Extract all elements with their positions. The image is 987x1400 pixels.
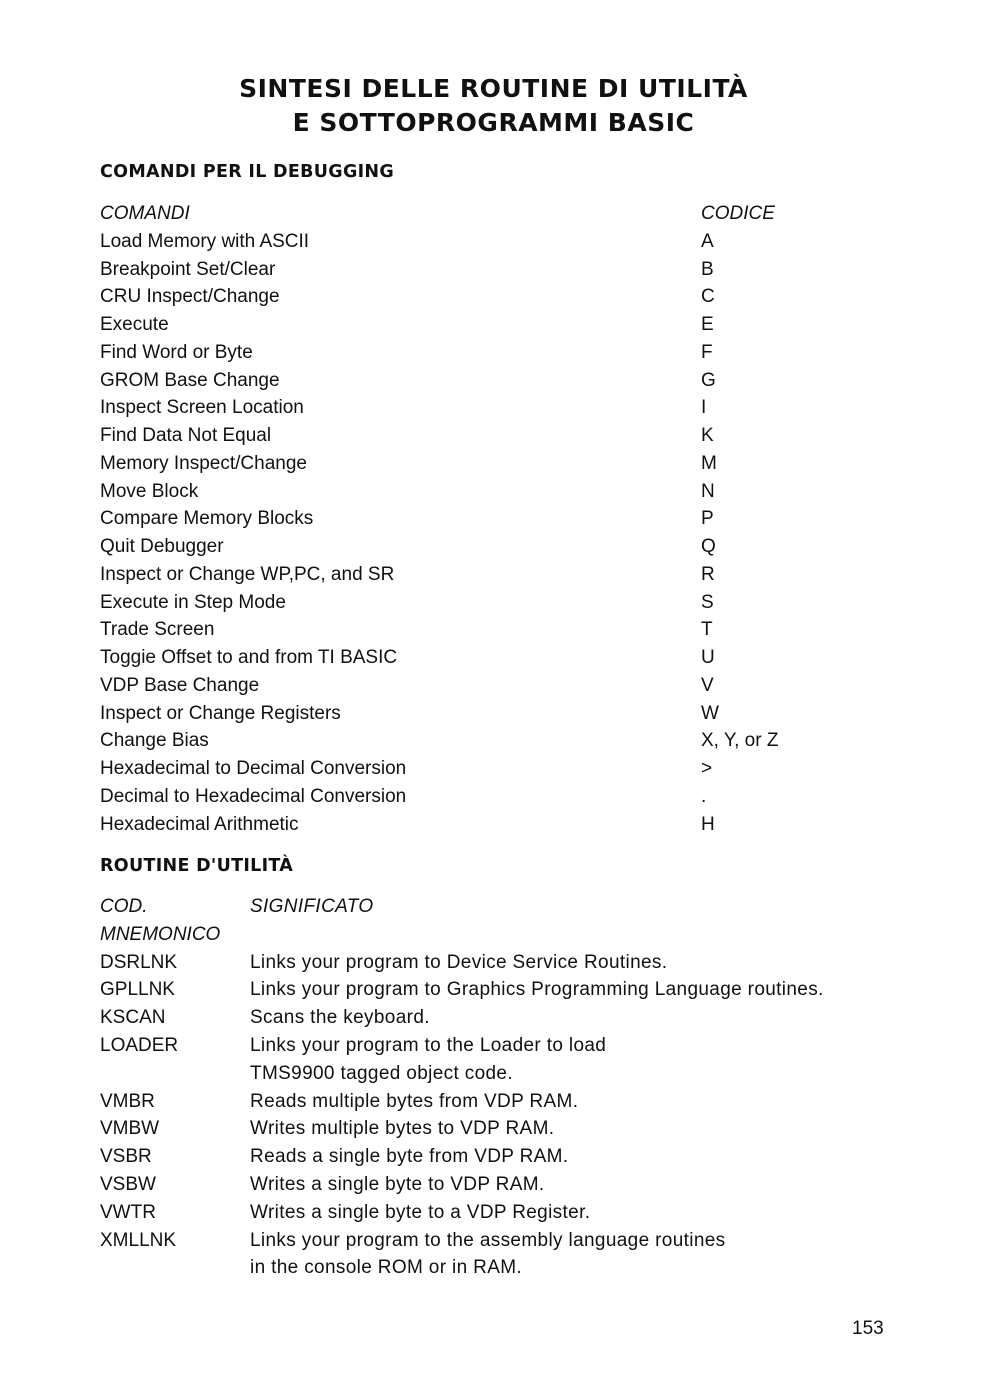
- command-code: H: [701, 813, 715, 835]
- command-code: P: [701, 508, 714, 530]
- routine-meaning: Links your program to Device Service Routines.: [250, 951, 668, 973]
- command-name: Trade Screen: [100, 619, 215, 641]
- command-code: C: [701, 286, 715, 308]
- routine-meaning: TMS9900 tagged object code.: [250, 1062, 513, 1084]
- table-row: [100, 644, 900, 672]
- column-header-mnemonic: MNEMONICO: [100, 923, 221, 945]
- routine-meaning: Reads a single byte from VDP RAM.: [250, 1146, 569, 1168]
- command-name: Quit Debugger: [100, 536, 224, 557]
- command-name: Toggie Offset to and from TI BASIC: [100, 647, 398, 668]
- page-title: [0, 72, 987, 140]
- table-row: [100, 755, 900, 783]
- command-name: CRU Inspect/Change: [100, 286, 280, 308]
- command-name: GROM Base Change: [100, 369, 280, 391]
- routine-mnemonic: DSRLNK: [100, 951, 178, 973]
- column-header-commands: COMANDI: [100, 203, 190, 224]
- utility-routines-table: [100, 893, 920, 1282]
- table-row: [100, 976, 920, 1004]
- utility-routines-heading: ROUTINE D'UTILITÀ: [100, 856, 294, 876]
- routine-meaning: Links your program to the Loader to load: [250, 1034, 607, 1056]
- command-name: Find Data Not Equal: [100, 425, 272, 446]
- table-row: [100, 561, 900, 589]
- command-name: Compare Memory Blocks: [100, 508, 314, 530]
- command-name: Breakpoint Set/Clear: [100, 258, 276, 280]
- command-code: E: [701, 314, 714, 335]
- command-code: I: [701, 397, 707, 419]
- command-name: Find Word or Byte: [100, 341, 253, 363]
- command-code: N: [701, 480, 715, 502]
- table-row: [100, 1060, 920, 1088]
- command-code: >: [701, 758, 713, 779]
- table-row: [100, 1254, 920, 1282]
- table-header-row: [100, 893, 920, 921]
- table-row: [100, 616, 900, 644]
- table-row: [100, 1227, 920, 1255]
- table-row: [100, 949, 920, 977]
- command-name: Execute: [100, 314, 169, 335]
- command-code: A: [701, 230, 714, 252]
- command-code: T: [701, 619, 713, 641]
- routine-meaning: Scans the keyboard.: [250, 1007, 430, 1029]
- column-header-code: COD.: [100, 896, 148, 917]
- routine-meaning: Writes multiple bytes to VDP RAM.: [250, 1118, 555, 1140]
- table-row: [100, 478, 900, 506]
- page-title-line-2: E SOTTOPROGRAMMI BASIC: [292, 108, 695, 137]
- table-row: [100, 1115, 920, 1143]
- routine-meaning: in the console ROM or in RAM.: [250, 1257, 523, 1279]
- table-row: [100, 367, 900, 395]
- table-row: [100, 672, 900, 700]
- table-header-row-continued: [100, 921, 920, 949]
- routine-mnemonic: GPLLNK: [100, 979, 175, 1001]
- command-code: M: [701, 452, 717, 474]
- routine-meaning: Writes a single byte to VDP RAM.: [250, 1173, 545, 1195]
- routine-mnemonic: VSBW: [100, 1173, 156, 1195]
- table-row: [100, 700, 900, 728]
- table-row: [100, 1143, 920, 1171]
- command-name: Memory Inspect/Change: [100, 452, 307, 474]
- table-row: [100, 1199, 920, 1227]
- debugging-commands-table: [100, 200, 900, 838]
- command-name: Execute in Step Mode: [100, 591, 286, 613]
- routine-mnemonic: VSBR: [100, 1146, 152, 1168]
- table-row: [100, 533, 900, 561]
- command-code: W: [701, 702, 719, 724]
- table-row: [100, 589, 900, 617]
- command-code: R: [701, 563, 715, 585]
- table-row: [100, 783, 900, 811]
- command-name: VDP Base Change: [100, 674, 260, 696]
- debugging-commands-heading: COMANDI PER IL DEBUGGING: [100, 162, 395, 182]
- routine-meaning: Reads multiple bytes from VDP RAM.: [250, 1090, 579, 1112]
- command-code: .: [701, 785, 707, 807]
- table-row: [100, 1004, 920, 1032]
- column-header-code: CODICE: [701, 203, 775, 224]
- table-row: [100, 811, 900, 839]
- command-name: Move Block: [100, 480, 199, 502]
- command-code: V: [701, 674, 714, 696]
- command-name: Hexadecimal Arithmetic: [100, 813, 299, 835]
- table-row: [100, 1171, 920, 1199]
- table-row: [100, 727, 900, 755]
- routine-mnemonic: VWTR: [100, 1201, 156, 1223]
- command-name: Hexadecimal to Decimal Conversion: [100, 758, 407, 779]
- routine-mnemonic: VMBR: [100, 1090, 155, 1112]
- utility-routines-rows: [100, 949, 920, 1283]
- table-row: [100, 422, 900, 450]
- command-code: U: [701, 647, 715, 668]
- table-row: [100, 256, 900, 284]
- routine-mnemonic: KSCAN: [100, 1007, 166, 1029]
- routine-mnemonic: VMBW: [100, 1118, 160, 1140]
- command-code: B: [701, 258, 714, 280]
- table-row: [100, 394, 900, 422]
- page-title-line-1: SINTESI DELLE ROUTINE DI UTILITÀ: [239, 74, 748, 103]
- command-name: Inspect or Change Registers: [100, 702, 341, 724]
- command-code: X, Y, or Z: [701, 730, 779, 752]
- command-name: Change Bias: [100, 730, 209, 752]
- table-row: [100, 283, 900, 311]
- command-code: F: [701, 341, 713, 363]
- command-code: S: [701, 591, 714, 613]
- routine-mnemonic: XMLLNK: [100, 1229, 177, 1251]
- column-header-meaning: SIGNIFICATO: [250, 896, 374, 917]
- table-row: [100, 505, 900, 533]
- command-name: Inspect Screen Location: [100, 397, 304, 419]
- routine-meaning: Links your program to Graphics Programming Language routines.: [250, 979, 824, 1001]
- table-row: [100, 450, 900, 478]
- command-name: Decimal to Hexadecimal Conversion: [100, 785, 407, 807]
- table-row: [100, 311, 900, 339]
- routine-meaning: Links your program to the assembly language routines: [250, 1229, 726, 1251]
- command-code: K: [701, 425, 714, 446]
- table-row: [100, 339, 900, 367]
- table-row: [100, 1032, 920, 1060]
- routine-mnemonic: LOADER: [100, 1034, 179, 1056]
- table-row: [100, 1088, 920, 1116]
- table-row: [100, 228, 900, 256]
- routine-meaning: Writes a single byte to a VDP Register.: [250, 1201, 591, 1223]
- table-header-row: [100, 200, 900, 228]
- command-code: Q: [701, 536, 716, 557]
- command-code: G: [701, 369, 716, 391]
- page-number: 153: [852, 1318, 884, 1339]
- command-name: Inspect or Change WP,PC, and SR: [100, 563, 395, 585]
- command-name: Load Memory with ASCII: [100, 230, 310, 252]
- debugging-commands-rows: [100, 228, 900, 839]
